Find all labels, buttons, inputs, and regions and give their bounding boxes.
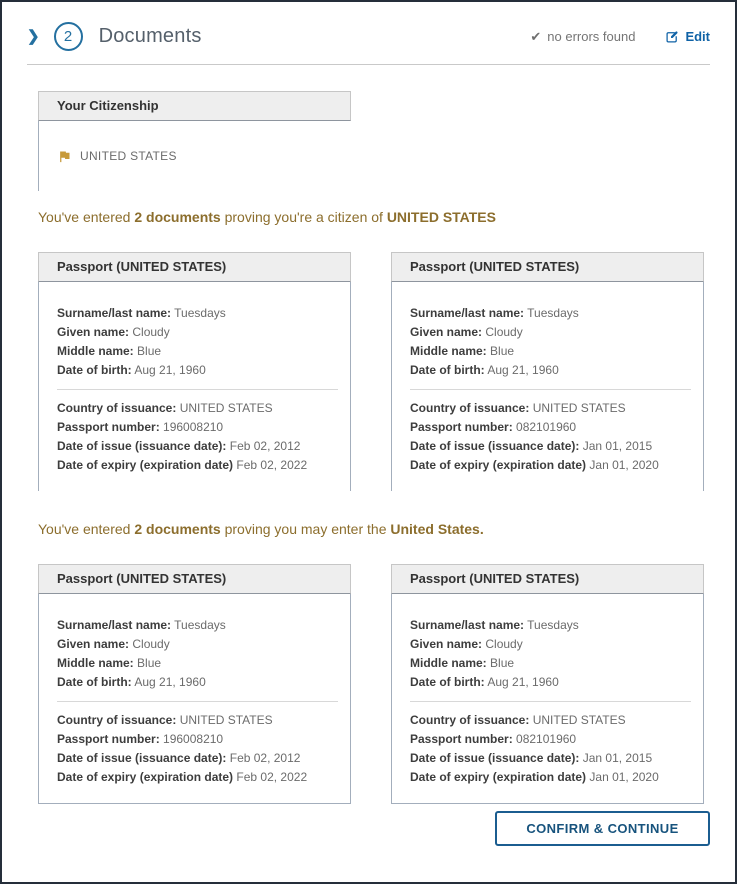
citizenship-box — [38, 91, 351, 191]
flag-icon — [57, 149, 72, 164]
step-number-badge: 2 — [54, 22, 83, 51]
check-icon: ✔ — [530, 28, 542, 44]
passport-card-body — [38, 594, 351, 804]
field-country-of-issuance: Country of issuance: UNITED STATES — [410, 401, 626, 415]
citizen-documents-message: You've entered 2 documents proving you're a citizen of UNITED STATES — [38, 209, 496, 225]
field-given-name: Given name: Cloudy — [57, 637, 170, 651]
field-given-name: Given name: Cloudy — [410, 325, 523, 339]
field-date-of-expiry: Date of expiry (expiration date) Jan 01, 2020 — [410, 770, 659, 784]
field-country-of-issuance: Country of issuance: UNITED STATES — [57, 713, 273, 727]
field-country-of-issuance: Country of issuance: UNITED STATES — [57, 401, 273, 415]
passport-card-body — [391, 594, 704, 804]
field-passport-number: Passport number: 196008210 — [57, 420, 224, 434]
field-middle-name: Middle name: Blue — [410, 656, 515, 670]
status-text: no errors found — [547, 29, 636, 44]
entry-documents-row — [38, 564, 710, 804]
field-group-divider — [57, 701, 338, 702]
passport-card-title: Passport (UNITED STATES) — [38, 252, 351, 282]
field-date-of-birth: Date of birth: Aug 21, 1960 — [57, 363, 206, 377]
passport-card-body — [391, 282, 704, 491]
field-date-of-issue: Date of issue (issuance date): Jan 01, 2015 — [410, 751, 653, 765]
citizenship-country: UNITED STATES — [80, 149, 177, 163]
passport-card-entry-2 — [391, 564, 704, 804]
status-badge — [530, 29, 635, 45]
citizenship-box-header: Your Citizenship — [38, 91, 351, 121]
field-date-of-issue: Date of issue (issuance date): Jan 01, 2015 — [410, 439, 653, 453]
section-header — [27, 2, 710, 51]
field-date-of-expiry: Date of expiry (expiration date) Feb 02, 2022 — [57, 458, 308, 472]
page-title: Documents — [98, 25, 202, 47]
field-date-of-expiry: Date of expiry (expiration date) Feb 02, 2022 — [57, 770, 308, 784]
field-date-of-birth: Date of birth: Aug 21, 1960 — [410, 363, 559, 377]
chevron-right-icon[interactable]: ❯ — [27, 28, 40, 45]
field-group-divider — [410, 701, 691, 702]
edit-link[interactable] — [665, 29, 710, 44]
field-date-of-issue: Date of issue (issuance date): Feb 02, 2012 — [57, 751, 301, 765]
field-group-divider — [57, 389, 338, 390]
field-surname: Surname/last name: Tuesdays — [410, 306, 579, 320]
field-date-of-expiry: Date of expiry (expiration date) Jan 01, 2020 — [410, 458, 659, 472]
header-divider — [27, 64, 710, 65]
field-given-name: Given name: Cloudy — [57, 325, 170, 339]
field-surname: Surname/last name: Tuesdays — [410, 618, 579, 632]
field-date-of-birth: Date of birth: Aug 21, 1960 — [410, 675, 559, 689]
field-date-of-issue: Date of issue (issuance date): Feb 02, 2012 — [57, 439, 301, 453]
passport-card-entry-1 — [38, 564, 351, 804]
field-surname: Surname/last name: Tuesdays — [57, 618, 226, 632]
citizenship-documents-row — [38, 252, 710, 491]
field-passport-number: Passport number: 082101960 — [410, 420, 577, 434]
edit-pencil-icon — [665, 30, 679, 44]
field-middle-name: Middle name: Blue — [57, 656, 162, 670]
field-middle-name: Middle name: Blue — [410, 344, 515, 358]
edit-label: Edit — [685, 29, 710, 44]
passport-card-title: Passport (UNITED STATES) — [391, 564, 704, 594]
field-country-of-issuance: Country of issuance: UNITED STATES — [410, 713, 626, 727]
field-passport-number: Passport number: 196008210 — [57, 732, 224, 746]
field-given-name: Given name: Cloudy — [410, 637, 523, 651]
field-passport-number: Passport number: 082101960 — [410, 732, 577, 746]
field-surname: Surname/last name: Tuesdays — [57, 306, 226, 320]
passport-card-citizen-2 — [391, 252, 704, 491]
confirm-continue-button[interactable]: CONFIRM & CONTINUE — [495, 811, 710, 846]
field-middle-name: Middle name: Blue — [57, 344, 162, 358]
passport-card-title: Passport (UNITED STATES) — [38, 564, 351, 594]
passport-card-body — [38, 282, 351, 491]
field-date-of-birth: Date of birth: Aug 21, 1960 — [57, 675, 206, 689]
passport-card-title: Passport (UNITED STATES) — [391, 252, 704, 282]
footer-actions — [27, 811, 710, 846]
field-group-divider — [410, 389, 691, 390]
citizenship-box-body — [38, 121, 351, 191]
passport-card-citizen-1 — [38, 252, 351, 491]
entry-documents-message: You've entered 2 documents proving you may enter the United States. — [38, 521, 484, 537]
